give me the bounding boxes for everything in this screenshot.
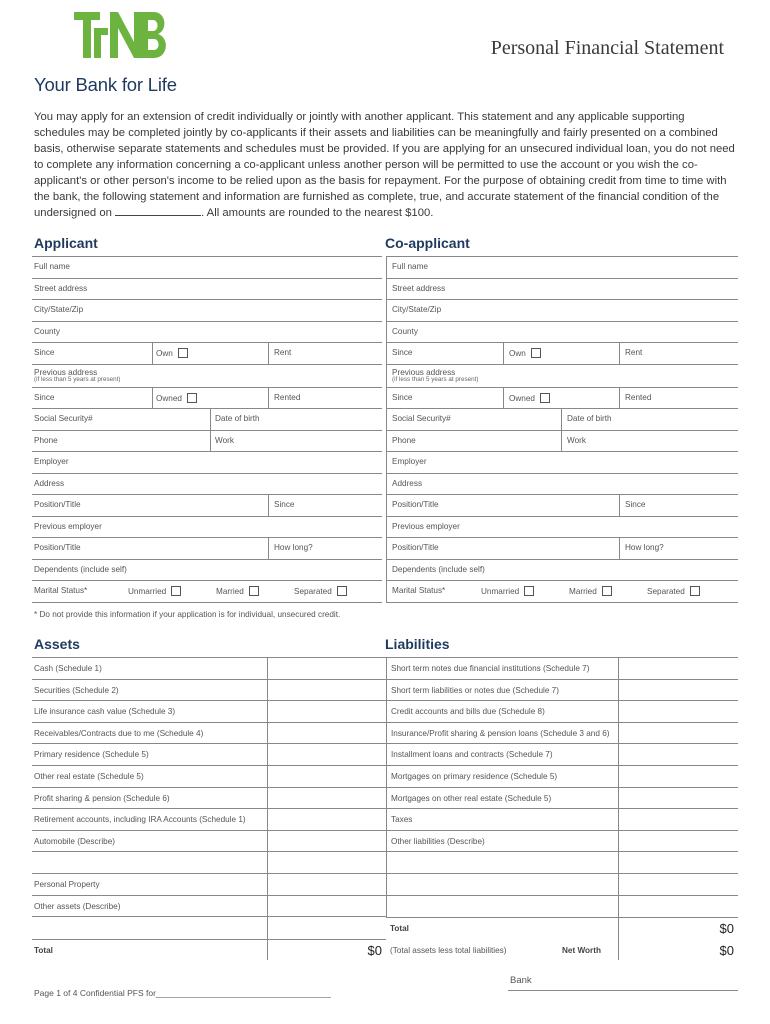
position-field[interactable]: Position/Title <box>34 500 81 509</box>
liabilities-total-row <box>386 916 738 938</box>
co-employer-field[interactable]: Employer <box>392 457 427 466</box>
own-checkbox[interactable] <box>178 348 188 358</box>
co-separated-option[interactable]: Separated <box>645 581 700 602</box>
assets-total-value: $0 <box>367 943 382 958</box>
co-own-checkbox[interactable] <box>531 348 541 358</box>
co-county-field[interactable]: County <box>392 326 418 336</box>
assets-row[interactable] <box>32 917 386 939</box>
rent-field[interactable]: Rent <box>274 348 292 357</box>
liabilities-row[interactable] <box>387 723 738 745</box>
assets-row[interactable] <box>32 852 386 874</box>
co-separated-checkbox[interactable] <box>690 586 700 596</box>
tagline: Your Bank for Life <box>34 74 177 95</box>
liabilities-row-label: Short term notes due financial institutions (Schedule 7) <box>391 664 590 673</box>
county-field[interactable]: County <box>34 326 60 336</box>
assets-total-label: Total <box>34 946 53 955</box>
co-rented-field[interactable]: Rented <box>625 392 652 402</box>
liabilities-table <box>386 657 738 918</box>
assets-row-label: Life insurance cash value (Schedule 3) <box>34 707 176 717</box>
liabilities-row[interactable] <box>387 744 738 766</box>
prev-position-field[interactable]: Position/Title <box>34 543 81 552</box>
co-position-field[interactable]: Position/Title <box>392 500 439 509</box>
assets-row[interactable] <box>32 896 386 918</box>
assets-row[interactable] <box>32 680 386 702</box>
assets-row[interactable] <box>32 701 386 723</box>
assets-row[interactable] <box>32 744 386 766</box>
assets-row-label: Other assets (Describe) <box>34 901 121 911</box>
liabilities-row[interactable] <box>387 766 738 788</box>
unmarried-checkbox[interactable] <box>171 586 181 596</box>
assets-row-label: Primary residence (Schedule 5) <box>34 750 149 760</box>
co-prev-since-field[interactable]: Since <box>392 392 413 402</box>
liabilities-total-value: $0 <box>719 921 734 936</box>
net-worth-value: $0 <box>719 943 734 958</box>
liabilities-row[interactable] <box>387 788 738 810</box>
city-state-zip-field[interactable]: City/State/Zip <box>34 305 84 314</box>
position-since-field[interactable]: Since <box>274 500 295 509</box>
liabilities-row-label: Mortgages on other real estate (Schedule 5) <box>391 793 552 803</box>
employer-field[interactable]: Employer <box>34 457 69 466</box>
net-worth-row <box>386 938 738 960</box>
marital-status-label: Marital Status* <box>34 586 88 595</box>
assets-table <box>32 657 386 940</box>
employer-address-field[interactable]: Address <box>34 478 65 488</box>
co-how-long-field[interactable]: How long? <box>625 543 664 552</box>
co-marital-status-label: Marital Status* <box>392 586 446 595</box>
liabilities-total-label: Total <box>390 924 409 933</box>
co-married-option[interactable]: Married <box>567 581 612 602</box>
owned-option[interactable]: Owned <box>154 388 197 409</box>
liabilities-row[interactable] <box>387 831 738 853</box>
coapplicant-heading: Co-applicant <box>385 235 470 251</box>
rented-field[interactable]: Rented <box>274 392 301 402</box>
co-own-option[interactable]: Own <box>507 343 541 364</box>
co-rent-field[interactable]: Rent <box>625 348 643 357</box>
previous-employer-field[interactable]: Previous employer <box>34 521 102 531</box>
co-employer-address-field[interactable]: Address <box>392 478 423 488</box>
co-previous-address-field[interactable]: Previous address (if less than 5 years at present) <box>392 367 479 383</box>
assets-row[interactable] <box>32 788 386 810</box>
co-dob-field[interactable]: Date of birth <box>567 414 612 423</box>
owned-checkbox[interactable] <box>187 393 197 403</box>
co-work-phone-field[interactable]: Work <box>567 435 586 445</box>
bank-label: Bank <box>510 975 532 986</box>
liabilities-row-label: Installment loans and contracts (Schedule 7) <box>391 750 553 760</box>
assets-row-label: Receivables/Contracts due to me (Schedule 4) <box>34 728 204 738</box>
bank-signature-line[interactable] <box>508 990 738 991</box>
co-prev-position-field[interactable]: Position/Title <box>392 543 439 552</box>
liabilities-row-label: Mortgages on primary residence (Schedule 5) <box>391 771 558 781</box>
assets-row-label: Securities (Schedule 2) <box>34 685 119 695</box>
liabilities-row[interactable] <box>387 809 738 831</box>
married-checkbox[interactable] <box>249 586 259 596</box>
assets-row-label: Other real estate (Schedule 5) <box>34 771 144 781</box>
assets-row[interactable] <box>32 766 386 788</box>
assets-row[interactable] <box>32 831 386 853</box>
date-blank[interactable] <box>115 205 201 216</box>
co-street-address-field[interactable]: Street address <box>392 283 446 293</box>
applicant-heading: Applicant <box>34 235 98 251</box>
assets-row-label: Cash (Schedule 1) <box>34 664 102 673</box>
liabilities-divider <box>618 657 619 960</box>
co-city-state-zip-field[interactable]: City/State/Zip <box>392 305 442 314</box>
co-full-name-field[interactable]: Full name <box>392 262 428 271</box>
net-worth-label: Net Worth <box>562 946 601 955</box>
assets-heading: Assets <box>34 636 80 652</box>
tfnb-logo <box>74 10 170 60</box>
liabilities-row[interactable] <box>387 658 738 680</box>
assets-row-label: Profit sharing & pension (Schedule 6) <box>34 793 170 803</box>
co-unmarried-checkbox[interactable] <box>524 586 534 596</box>
liabilities-row-label: Short term liabilities or notes due (Schedule 7) <box>391 685 559 695</box>
assets-row[interactable] <box>32 723 386 745</box>
co-owned-checkbox[interactable] <box>540 393 550 403</box>
co-position-since-field[interactable]: Since <box>625 500 646 509</box>
how-long-field[interactable]: How long? <box>274 543 313 552</box>
liabilities-row[interactable] <box>387 852 738 874</box>
liabilities-row-label: Insurance/Profit sharing & pension loans (Schedule 3 and 6) <box>391 728 610 738</box>
liabilities-row[interactable] <box>387 701 738 723</box>
liabilities-row[interactable] <box>387 680 738 702</box>
ssn-field[interactable]: Social Security# <box>34 414 93 423</box>
co-owned-option[interactable]: Owned <box>507 388 550 409</box>
coapplicant-form <box>386 256 738 603</box>
co-married-checkbox[interactable] <box>602 586 612 596</box>
street-address-field[interactable]: Street address <box>34 283 88 293</box>
liabilities-row-label: Credit accounts and bills due (Schedule 8) <box>391 707 545 717</box>
full-name-field[interactable]: Full name <box>34 262 70 271</box>
liabilities-row[interactable] <box>387 896 738 918</box>
separated-checkbox[interactable] <box>337 586 347 596</box>
assets-row-label: Personal Property <box>34 879 100 889</box>
intro-paragraph: You may apply for an extension of credit individually or jointly with another applicant. This statement and any applicable supporting schedules may be completed jointly by co-applicants if their assets and liabilities can be meaningfully and fairly presented on a combined basis, otherwise separate statements and schedules must be provided. If you are applying for an unsecured individual loan, you do not need to complete any information concerning a co-applicant unless another person will be permitted to use the account or you wish the co-applicant's or other person's income to be relied upon as the basis for repayment. For the purpose of obtaining credit from time to time with the bank, the following statement and information are furnished as complete, true, and accurate statement of the financial condition of the undersigned on . All amounts are rounded to the nearest $100. <box>34 111 735 219</box>
co-ssn-field[interactable]: Social Security# <box>392 414 451 423</box>
co-since-field[interactable]: Since <box>392 348 413 357</box>
own-option[interactable]: Own <box>154 343 188 364</box>
co-unmarried-option[interactable]: Unmarried <box>479 581 534 602</box>
assets-row-label: Retirement accounts, including IRA Accounts (Schedule 1) <box>34 815 246 825</box>
marital-footnote: * Do not provide this information if your application is for individual, unsecured credit. <box>34 610 341 619</box>
married-option[interactable]: Married <box>214 581 259 602</box>
assets-row[interactable] <box>32 874 386 896</box>
assets-row[interactable] <box>32 658 386 680</box>
prev-since-field[interactable]: Since <box>34 392 55 402</box>
assets-row[interactable] <box>32 809 386 831</box>
applicant-form <box>32 256 382 603</box>
assets-total-row <box>32 938 386 960</box>
since-field[interactable]: Since <box>34 348 55 357</box>
liabilities-heading: Liabilities <box>385 636 450 652</box>
work-phone-field[interactable]: Work <box>215 435 234 445</box>
net-worth-note: (Total assets less total liabilities) <box>390 946 507 955</box>
liabilities-row-label: Other liabilities (Describe) <box>391 836 485 846</box>
page-footer: Page 1 of 4 Confidential PFS for_____________________________________ <box>34 988 331 998</box>
assets-row-label: Automobile (Describe) <box>34 836 115 846</box>
co-previous-employer-field[interactable]: Previous employer <box>392 521 460 531</box>
co-dependents-field[interactable]: Dependents (include self) <box>392 564 485 574</box>
previous-address-field[interactable]: Previous address (if less than 5 years at present) <box>34 367 121 383</box>
co-phone-field[interactable]: Phone <box>392 435 416 445</box>
dependents-field[interactable]: Dependents (include self) <box>34 564 127 574</box>
phone-field[interactable]: Phone <box>34 435 58 445</box>
unmarried-option[interactable]: Unmarried <box>126 581 181 602</box>
document-title: Personal Financial Statement <box>490 37 724 59</box>
separated-option[interactable]: Separated <box>292 581 347 602</box>
assets-divider <box>267 657 268 960</box>
liabilities-row-label: Taxes <box>391 815 413 825</box>
liabilities-row[interactable] <box>387 874 738 896</box>
dob-field[interactable]: Date of birth <box>215 414 260 423</box>
